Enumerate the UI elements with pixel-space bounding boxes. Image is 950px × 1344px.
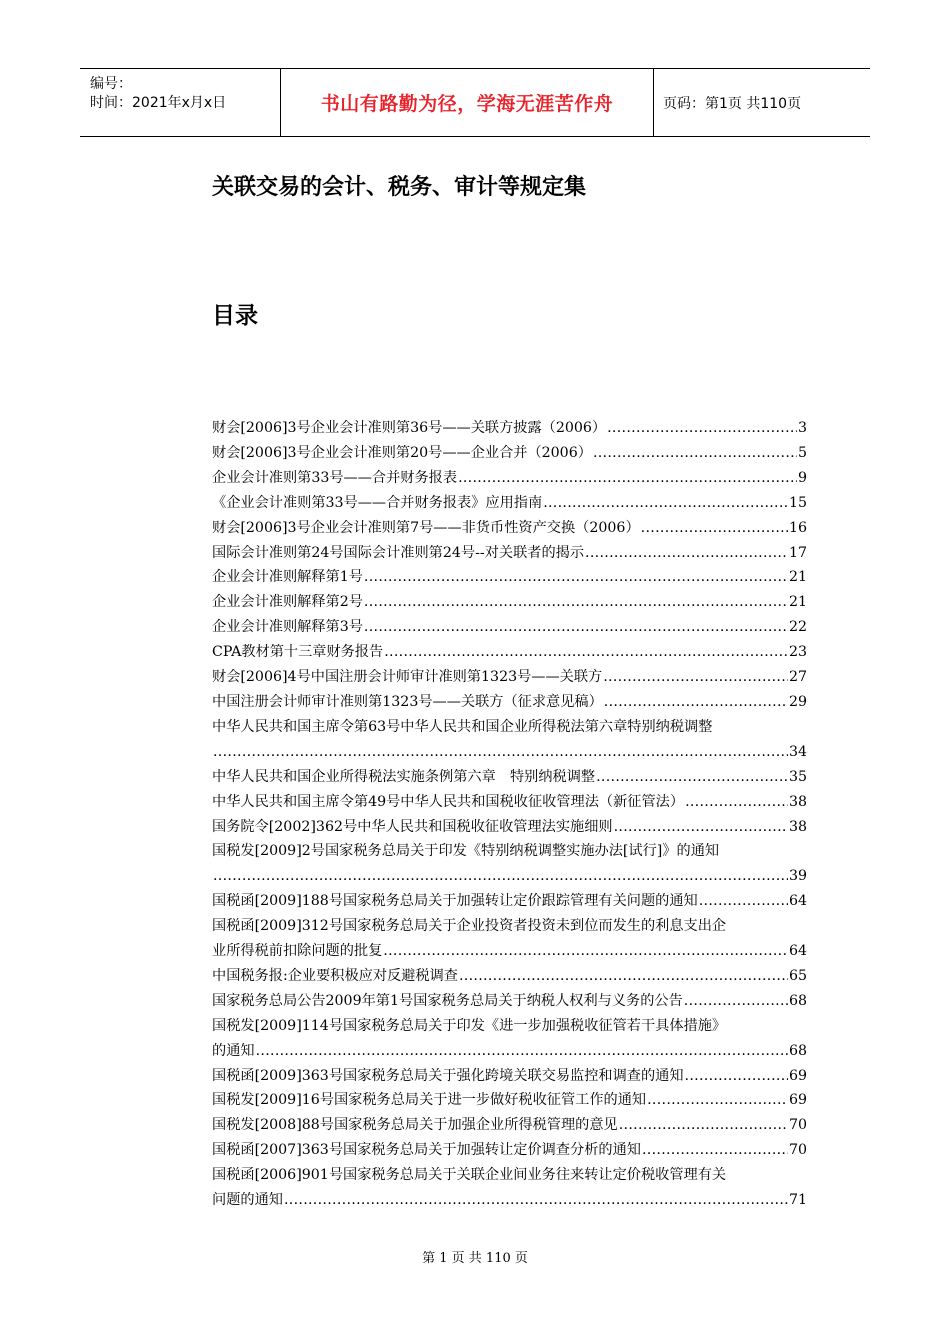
toc-page-number: 71 — [788, 1192, 807, 1209]
toc-entry-text: 国税函[2006]901号国家税务总局关于关联企业间业务往来转让定价税收管理有关 — [212, 1167, 727, 1184]
toc-entry[interactable] — [212, 615, 807, 640]
toc-leader-dots — [458, 466, 797, 491]
toc-entry-text-cont: 的通知 — [212, 1042, 255, 1059]
page-info: 页码：第1页 共110页 — [663, 95, 802, 112]
toc-page-number: 68 — [788, 992, 807, 1009]
toc-leader-dots — [614, 815, 788, 840]
toc-entry-text: CPA教材第十三章财务报告 — [212, 644, 384, 661]
toc-entry-text: 国际会计准则第24号国际会计准则第24号--对关联者的揭示 — [212, 544, 585, 561]
toc-leader-dots — [647, 1088, 788, 1113]
toc-leader-dots — [685, 790, 788, 815]
toc-leader-dots — [213, 740, 788, 765]
toc-page-number: 15 — [788, 494, 807, 511]
toc-entry[interactable] — [212, 1163, 807, 1213]
toc-entry-text: 国税函[2009]312号国家税务总局关于企业投资者投资未到位而发生的利息支出企 — [212, 918, 727, 935]
toc-entry-text: 国税发[2009]2号国家税务总局关于印发《特别纳税调整实施办法[试行]》的通知 — [212, 843, 720, 860]
toc-page-number: 27 — [788, 669, 807, 686]
toc-leader-dots — [364, 615, 788, 640]
toc-entry[interactable] — [212, 989, 807, 1014]
toc-page-number: 68 — [788, 1042, 807, 1059]
toc-entry-text: 中华人民共和国主席令第49号中华人民共和国税收征收管理法（新征管法） — [212, 793, 685, 810]
toc-page-number: 64 — [788, 893, 807, 910]
toc-leader-dots — [384, 640, 788, 665]
toc-entry[interactable] — [212, 466, 807, 491]
toc-page-number: 65 — [788, 967, 807, 984]
toc-leader-dots — [284, 1188, 788, 1213]
toc-leader-dots — [641, 516, 788, 541]
toc-page-number: 9 — [797, 469, 807, 486]
toc-entry[interactable] — [212, 765, 807, 790]
toc-leader-dots — [364, 565, 788, 590]
toc-entry[interactable] — [212, 1014, 807, 1064]
toc-leader-dots — [684, 989, 788, 1014]
toc-entry-text: 国税函[2007]363号国家税务总局关于加强转让定价调查分析的通知 — [212, 1142, 641, 1159]
toc-leader-dots — [383, 939, 788, 964]
toc-page-number: 21 — [788, 594, 807, 611]
toc-leader-dots — [604, 690, 788, 715]
toc-entry-text: 《企业会计准则第33号——合并财务报表》应用指南 — [212, 494, 543, 511]
toc-entry-text: 国税发[2008]88号国家税务总局关于加强企业所得税管理的意见 — [212, 1117, 618, 1134]
toc-entry[interactable] — [212, 964, 807, 989]
toc-page-number: 70 — [788, 1117, 807, 1134]
toc-entry[interactable] — [212, 441, 807, 466]
toc-page-number: 22 — [788, 619, 807, 636]
toc-page-number: 39 — [788, 868, 807, 885]
toc-leader-dots — [619, 1113, 788, 1138]
header-page-cell — [653, 69, 870, 136]
toc-entry[interactable] — [212, 416, 807, 441]
toc-entry[interactable] — [212, 516, 807, 541]
toc-page-number: 17 — [788, 544, 807, 561]
toc-entry[interactable] — [212, 839, 807, 889]
toc-entry-text: 国务院令[2002]362号中华人民共和国税收征收管理法实施细则 — [212, 818, 613, 835]
time-label: 时间：2021年x月x日 — [90, 95, 227, 111]
toc-entry[interactable] — [212, 1064, 807, 1089]
toc-entry-text: 中国注册会计师审计准则第1323号——关联方（征求意见稿） — [212, 693, 603, 710]
toc-leader-dots — [603, 665, 788, 690]
toc-entry-text-cont: 业所得税前扣除问题的批复 — [212, 943, 383, 960]
toc-entry-text: 国税函[2009]188号国家税务总局关于加强转让定价跟踪管理有关问题的通知 — [212, 893, 698, 910]
toc-entry[interactable] — [212, 1113, 807, 1138]
header-motto-cell — [280, 69, 654, 136]
toc-entry[interactable] — [212, 665, 807, 690]
toc-entry-text: 企业会计准则解释第3号 — [212, 619, 363, 636]
toc-entry-text: 财会[2006]3号企业会计准则第7号——非货币性资产交换（2006） — [212, 519, 640, 536]
toc-entry[interactable] — [212, 1138, 807, 1163]
header-meta-cell — [80, 69, 280, 136]
toc-leader-dots — [459, 964, 788, 989]
header-table — [80, 68, 870, 137]
toc-page-number: 69 — [788, 1092, 807, 1109]
toc-leader-dots — [699, 889, 788, 914]
toc-entry[interactable] — [212, 790, 807, 815]
motto: 书山有路勤为径，学海无涯苦作舟 — [320, 93, 614, 115]
number-label: 编号： — [90, 76, 132, 92]
toc-page-number: 70 — [788, 1142, 807, 1159]
toc-leader-dots — [543, 491, 788, 516]
toc-leader-dots — [607, 416, 797, 441]
toc-leader-dots — [364, 590, 788, 615]
toc-entry-text: 企业会计准则解释第1号 — [212, 569, 363, 586]
toc-entry[interactable] — [212, 889, 807, 914]
toc-page-number: 35 — [788, 768, 807, 785]
toc-entry[interactable] — [212, 914, 807, 964]
toc-entry[interactable] — [212, 565, 807, 590]
toc-page-number: 3 — [797, 420, 807, 436]
toc-leader-dots — [593, 441, 797, 466]
toc-entry-text: 中华人民共和国企业所得税法实施条例第六章 特别纳税调整 — [212, 768, 596, 785]
toc-entry[interactable] — [212, 491, 807, 516]
toc-entry-text: 财会[2006]4号中国注册会计师审计准则第1323号——关联方 — [212, 669, 603, 686]
toc-entry[interactable] — [212, 590, 807, 615]
toc-entry-text: 中华人民共和国主席令第63号中华人民共和国企业所得税法第六章特别纳税调整 — [212, 718, 713, 735]
toc-entry-text: 财会[2006]3号企业会计准则第36号——关联方披露（2006） — [212, 420, 607, 436]
toc-page-number: 21 — [788, 569, 807, 586]
toc-entry[interactable] — [212, 640, 807, 665]
toc-entry[interactable] — [212, 1088, 807, 1113]
toc-leader-dots — [685, 1064, 788, 1089]
table-of-contents — [212, 416, 807, 1213]
toc-entry-text: 国家税务总局公告2009年第1号国家税务总局关于纳税人权利与义务的公告 — [212, 992, 683, 1009]
toc-leader-dots — [213, 864, 788, 889]
toc-leader-dots — [585, 541, 788, 566]
toc-entry-text: 国税发[2009]114号国家税务总局关于印发《进一步加强税收征管若干具体措施》 — [212, 1017, 727, 1034]
toc-leader-dots — [596, 765, 788, 790]
toc-leader-dots — [642, 1138, 788, 1163]
toc-entry-text: 财会[2006]3号企业会计准则第20号——企业合并（2006） — [212, 444, 592, 461]
toc-page-number: 16 — [788, 519, 807, 536]
toc-page-number: 29 — [788, 693, 807, 710]
toc-page-number: 64 — [788, 943, 807, 960]
toc-page-number: 34 — [788, 743, 807, 760]
page-footer: 第 1 页 共 110 页 — [422, 1251, 528, 1266]
toc-page-number: 38 — [788, 818, 807, 835]
toc-heading: 目录 — [212, 303, 258, 329]
toc-entry[interactable] — [212, 815, 807, 840]
toc-page-number: 5 — [797, 444, 807, 461]
toc-leader-dots — [256, 1039, 788, 1064]
toc-page-number: 23 — [788, 644, 807, 661]
toc-entry-text: 企业会计准则解释第2号 — [212, 594, 363, 611]
toc-entry[interactable] — [212, 715, 807, 765]
toc-page-number: 69 — [788, 1067, 807, 1084]
toc-entry-text: 中国税务报:企业要积极应对反避税调查 — [212, 967, 458, 984]
toc-entry[interactable] — [212, 690, 807, 715]
toc-entry-text: 国税发[2009]16号国家税务总局关于进一步做好税收征管工作的通知 — [212, 1092, 647, 1109]
toc-entry-text: 国税函[2009]363号国家税务总局关于强化跨境关联交易监控和调查的通知 — [212, 1067, 684, 1084]
toc-entry-text: 企业会计准则第33号——合并财务报表 — [212, 469, 458, 486]
toc-page-number: 38 — [788, 793, 807, 810]
toc-entry-text-cont: 问题的通知 — [212, 1192, 283, 1209]
document-title: 关联交易的会计、税务、审计等规定集 — [212, 175, 587, 200]
toc-entry[interactable] — [212, 541, 807, 566]
